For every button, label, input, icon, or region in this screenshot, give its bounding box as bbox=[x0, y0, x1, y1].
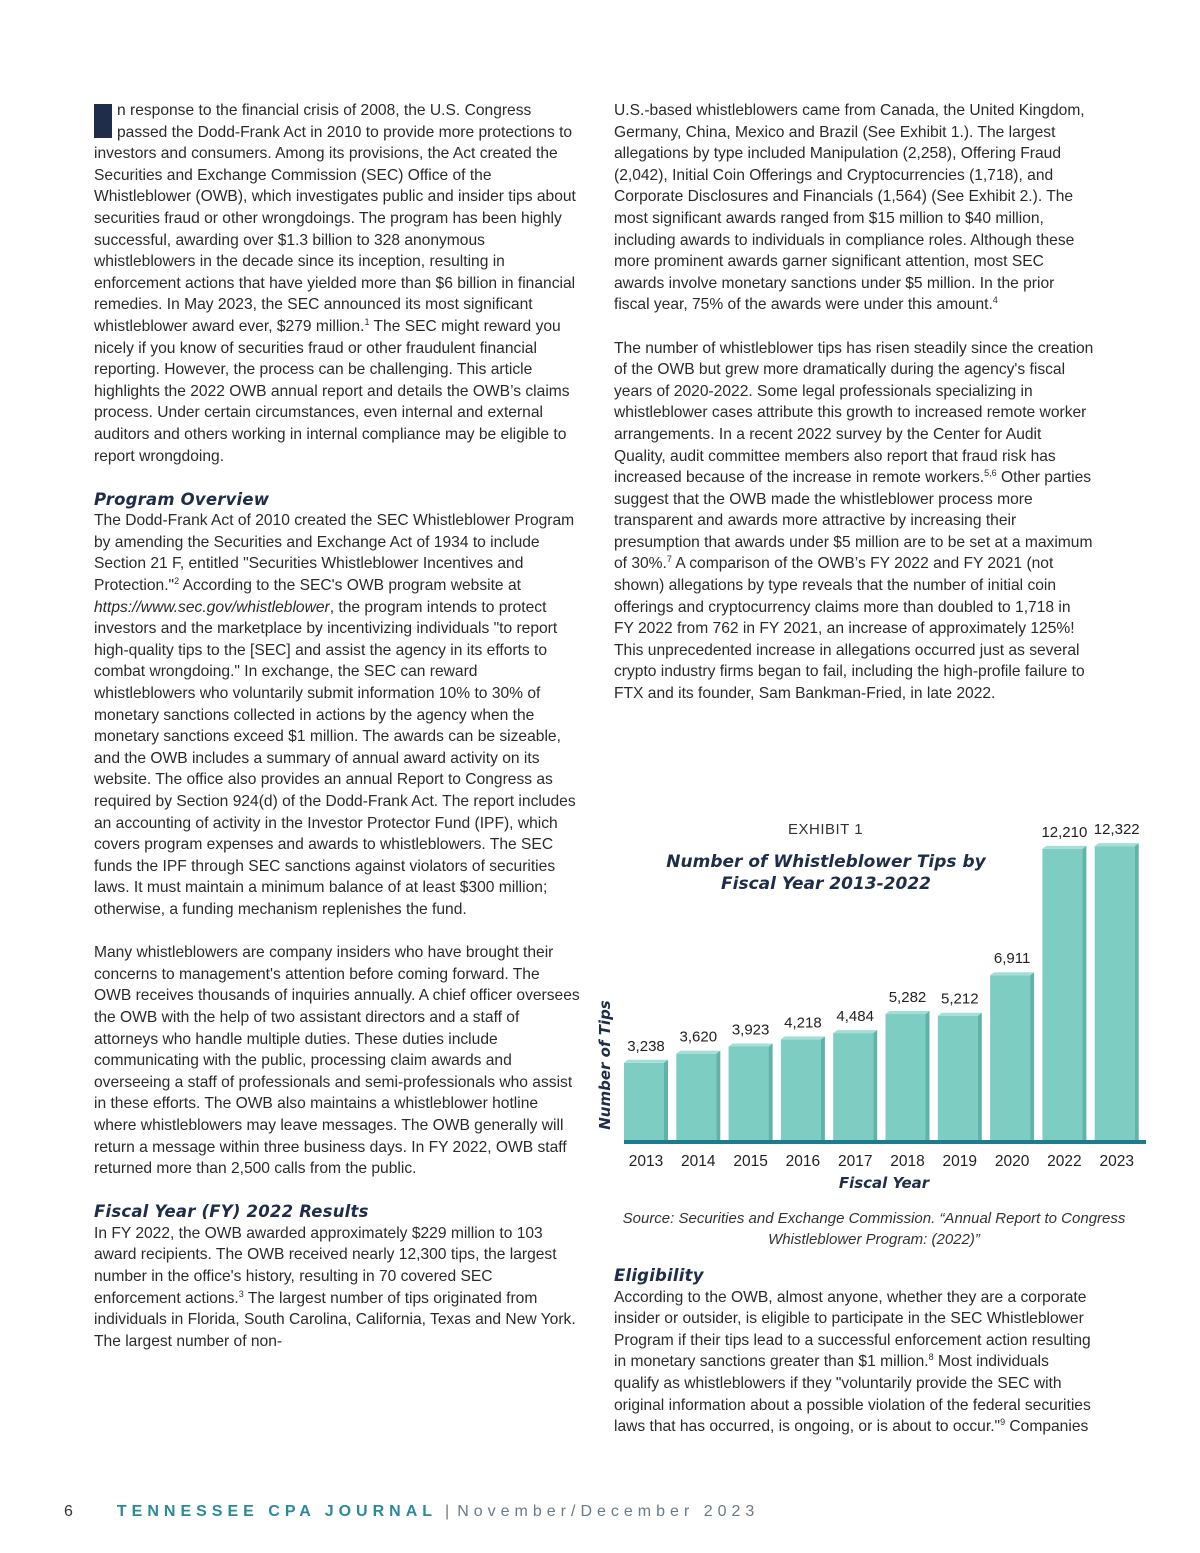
eligibility-paragraph: According to the OWB, almost anyone, whether they are a corporate insider or outsider, is eligible to participate in the SEC Whistleblower Program if their tips lead to a successful enforcement action resulting in monetary sanctions greater than $1 million.$^8$ Most individuals qualify as whistleblowers if they "voluntarily provide the SEC with original information about a possible violation of the federal securities laws that has occurred, is ongoing, or is about to occur."$^9$ Companies bbox=[614, 1288, 1091, 1436]
value-label-2017: 4,484 bbox=[836, 1008, 874, 1026]
footnote-ref: 4 bbox=[992, 295, 998, 306]
bar-2013 bbox=[624, 1060, 668, 1140]
exhibit-label: EXHIBIT 1 bbox=[788, 821, 864, 838]
footnote-ref: 7 bbox=[666, 554, 672, 565]
left-column bbox=[94, 100, 580, 1352]
footnote-ref: 8 bbox=[928, 1352, 934, 1363]
tick-label-2016: 2016 bbox=[785, 1153, 821, 1170]
footnote-ref: 5,6 bbox=[984, 467, 997, 478]
eligibility-section bbox=[614, 1265, 1094, 1438]
overview-paragraph-1: The Dodd-Frank Act of 2010 created the SEC Whistleblower Program by amending the Securities and Exchange Act of 1934 to include Section 21 F, entitled "Securities Whistleblower Incentives and Protection."$^2$ According to the SEC's OWB program website at https://www.sec.gov/whistleblower, the program intends to protect investors and the marketplace by incentivizing individuals "to report high-quality tips to the [SEC] and assist the agency in its efforts to combat wrongdoing." In exchange, the SEC can reward whistleblowers who voluntarily submit information 10% to 30% of monetary sanctions collected in actions by the agency when the monetary sanctions exceed $1 million. The awards can be sizeable, and the OWB includes a summary of annual award activity on its website. The office also provides an annual Report to Congress as required by Section 924(d) of the Dodd-Frank Act. The report includes an accounting of activity in the Investor Protector Fund (IPF), which covers program expenses and awards to whistleblowers. The SEC funds the IPF through SEC sanctions against violators of securities laws. It must maintain a minimum balance of at least $300 million; otherwise, a funding mechanism replenishes the fund. bbox=[94, 512, 576, 918]
tick-label-2017: 2017 bbox=[837, 1153, 873, 1170]
right-column bbox=[614, 100, 1094, 705]
tick-label-2015: 2015 bbox=[733, 1153, 768, 1170]
bar-2014 bbox=[676, 1051, 720, 1140]
value-label-2014: 3,620 bbox=[679, 1028, 718, 1046]
bar-2018 bbox=[886, 1011, 930, 1140]
value-label-2023: 12,322 bbox=[1093, 821, 1140, 839]
chart-xlabel: Fiscal Year bbox=[838, 1174, 930, 1192]
value-label-2018: 5,282 bbox=[888, 989, 927, 1007]
chart-title: Number of Whistleblower Tips by Fiscal Year 2013-2022 bbox=[666, 852, 986, 894]
right-paragraph-2: The number of whistleblower tips has risen steadily since the creation of the OWB but grew more dramatically during the agency's fiscal years of 2020-2022. Some legal professionals specializing in whistleblower cases attribute this growth to increased remote worker arrangements. In a recent 2022 survey by the Center for Audit Quality, audit committee members also report that fraud risk has increased because of the increase in remote workers.$^{5,6}$ Other parties suggest that the OWB made the whistleblower process more transparent and awards more attractive by increasing their presumption that awards under $5 million are to be set at a maximum of 30%.$^7$ A comparison of the OWB’s FY 2022 and FY 2021 (not shown) allegations by type reveals that the number of initial coin offerings and cryptocurrency claims more than doubled to 1,718 in FY 2022 from 762 in FY 2021, an increase of approximately 125%! This unprecedented increase in allegations occurred just as several crypto industry firms began to fail, including the high-profile failure to FTX and its founder, Sam Bankman-Fried, in late 2022. bbox=[614, 339, 1094, 703]
value-label-2020: 6,911 bbox=[993, 950, 1031, 968]
intro-paragraph: n response to the financial crisis of 2008, the U.S. Congress passed the Dodd-Frank Act in 2010 to provide more protections to investors and consumers. Among its provisions, the Act created the Securities and Exchange Commission (SEC) Office of the Whistleblower (OWB), which investigates public and insider tips about securities fraud or other wrongdoings. The program has been highly successful, awarding over $1.3 billion to 328 anonymous whistleblowers in the decade since its inception, resulting in enforcement actions that have yielded more than $6 billion in financial remedies. In May 2023, the SEC announced its most significant whistleblower award ever, $279 million.$^1$ The SEC might reward you nicely if you know of securities fraud or other fraudulent financial reporting. However, the process can be challenging. This article highlights the 2022 OWB annual report and details the OWB’s claims process. Under certain circumstances, even internal and external auditors and others working in internal compliance may be eligible to report wrongdoing. bbox=[94, 102, 576, 465]
drop-cap bbox=[94, 104, 112, 138]
footnote-ref: 1 bbox=[364, 316, 370, 327]
heading-program-overview: Program Overview bbox=[94, 489, 270, 509]
tick-label-2013: 2013 bbox=[628, 1153, 664, 1170]
issue-date: November/December 2023 bbox=[457, 1503, 760, 1520]
bar-2020 bbox=[990, 972, 1034, 1140]
chart-tick-labels bbox=[629, 1153, 1134, 1170]
heading-fy2022-results: Fiscal Year (FY) 2022 Results bbox=[94, 1202, 369, 1222]
journal-name: TENNESSEE CPA JOURNAL bbox=[116, 1503, 438, 1520]
tick-label-2023: 2023 bbox=[1099, 1153, 1134, 1170]
bar-2015 bbox=[729, 1043, 773, 1140]
bar-2017 bbox=[833, 1030, 877, 1140]
page-footer bbox=[64, 1503, 964, 1521]
bar-2016 bbox=[781, 1036, 825, 1140]
footnote-ref: 9 bbox=[1000, 1416, 1006, 1427]
sec-whistleblower-url: https://www.sec.gov/whistleblower bbox=[94, 598, 330, 616]
tick-label-2019: 2019 bbox=[942, 1153, 978, 1170]
tick-label-2022: 2022 bbox=[1047, 1153, 1082, 1170]
value-label-2015: 3,923 bbox=[731, 1021, 770, 1039]
value-label-2022: 12,210 bbox=[1041, 823, 1088, 841]
value-label-2013: 3,238 bbox=[627, 1037, 665, 1055]
footnote-ref: 3 bbox=[238, 1288, 244, 1299]
tick-label-2018: 2018 bbox=[890, 1153, 925, 1170]
overview-paragraph-2: Many whistleblowers are company insiders who have brought their concerns to management's attention before coming forward. The OWB receives thousands of inquiries annually. A chief officer oversees the OWB with the help of two assistant directors and a staff of attorneys who handle multiple duties. These duties include communicating with the public, processing claim awards and overseeing a staff of professionals and semi-professionals who assist in these efforts. The OWB also maintains a whistleblower hotline where whistleblowers may leave messages. The OWB generally will return a message within three business days. In FY 2022, OWB staff returned more than 2,500 calls from the public. bbox=[94, 944, 580, 1178]
bar-2022 bbox=[1042, 846, 1086, 1140]
footer-separator: | bbox=[445, 1503, 450, 1520]
page-number: 6 bbox=[64, 1503, 73, 1520]
tick-label-2014: 2014 bbox=[681, 1153, 716, 1170]
value-label-2016: 4,218 bbox=[784, 1014, 822, 1032]
footnote-ref: 2 bbox=[174, 575, 180, 586]
tips-bar-chart bbox=[594, 800, 1154, 1200]
bar-2019 bbox=[938, 1013, 982, 1140]
right-paragraph-1: U.S.-based whistleblowers came from Canada, the United Kingdom, Germany, China, Mexico and Brazil (See Exhibit 1.). The largest allegations by type included Manipulation (2,258), Offering Fraud (2,042), Initial Coin Offerings and Cryptocurrencies (1,718), and Corporate Disclosures and Financials (1,564) (See Exhibit 2.). The most significant awards ranged from $15 million to $40 million, including awards to individuals in compliance roles. Although these more prominent awards garner significant attention, most SEC awards involve monetary sanctions under $5 million. In the prior fiscal year, 75% of the awards were under this amount.$^4$ bbox=[614, 102, 1085, 314]
bar-2023 bbox=[1095, 843, 1139, 1140]
value-label-2019: 5,212 bbox=[941, 990, 979, 1008]
chart-ylabel: Number of Tips bbox=[596, 1000, 614, 1130]
tick-label-2020: 2020 bbox=[994, 1153, 1030, 1170]
fy2022-paragraph: In FY 2022, the OWB awarded approximately $229 million to 103 award recipients. The OWB received nearly 12,300 tips, the largest number in the office's history, resulting in 70 covered SEC enforcement actions.$^3$ The largest number of tips originated from individuals in Florida, South Carolina, California, Texas and New York. The largest number of non- bbox=[94, 1224, 576, 1350]
chart-source: Source: Securities and Exchange Commission. “Annual Report to Congress Whistleblower Program: (2022)” bbox=[622, 1210, 1126, 1248]
chart-bars bbox=[624, 843, 1139, 1140]
heading-eligibility: Eligibility bbox=[614, 1266, 704, 1285]
